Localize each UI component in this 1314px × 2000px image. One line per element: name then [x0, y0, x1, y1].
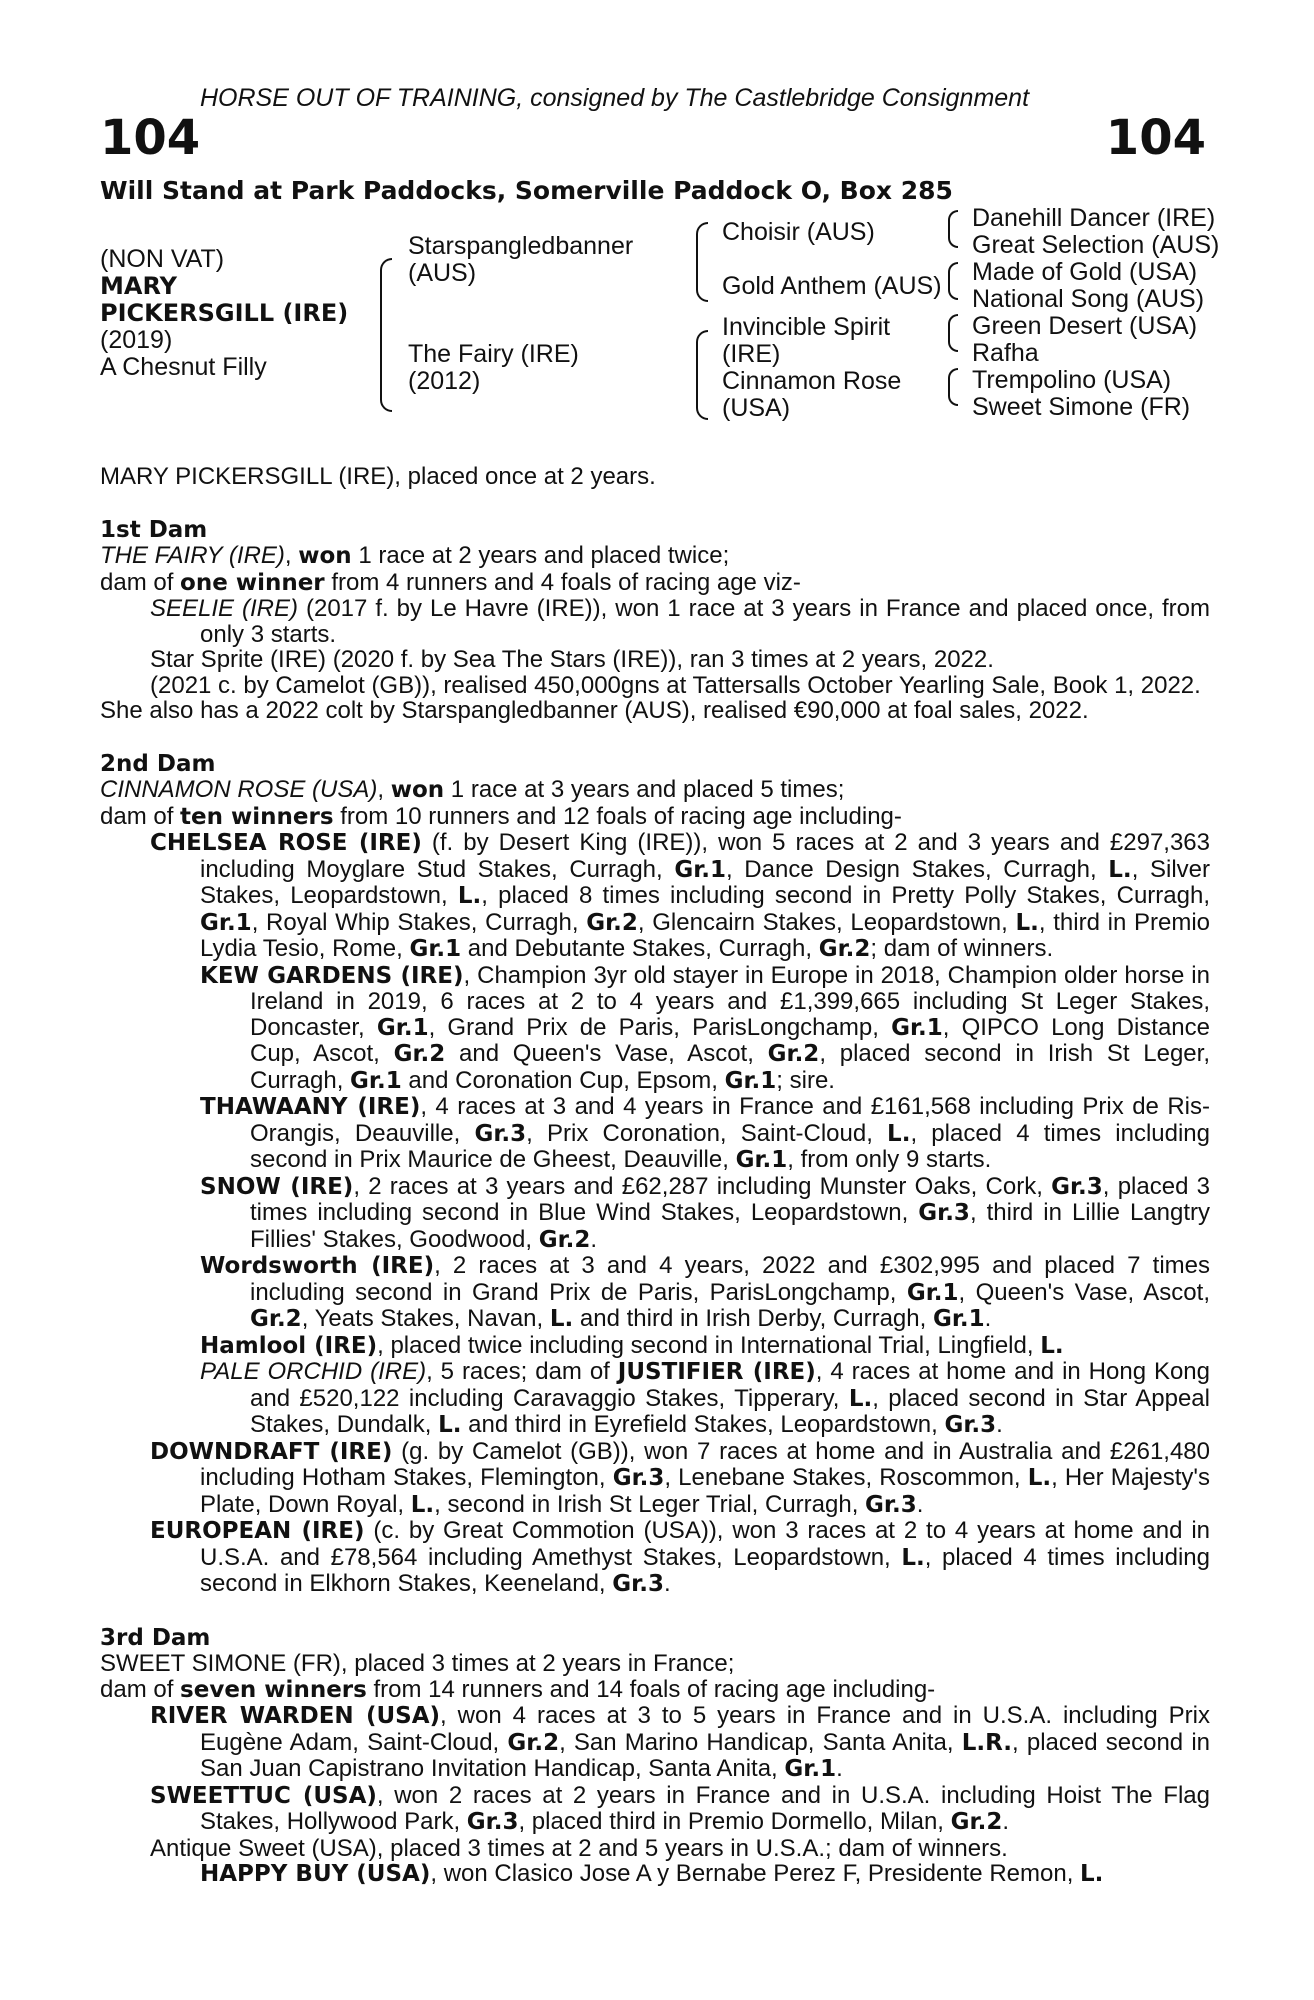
dam-of-prefix: dam of	[100, 568, 181, 596]
lot-number-left: 104	[100, 110, 201, 166]
dam-name: THE FAIRY (IRE)	[100, 542, 285, 569]
dam-dam-line1: Cinnamon Rose	[722, 367, 902, 395]
winners-count: one winner	[180, 569, 325, 596]
progeny-entry: (2021 c. by Camelot (GB)), realised 450,000gns at Tattersalls October Yearling Sale, Book 1, 2022.	[150, 671, 1201, 699]
sire-sire: Choisir (AUS)	[722, 218, 875, 246]
dam-race-record: SWEET SIMONE (FR), placed 3 times at 2 years in France;	[100, 1650, 735, 1677]
progeny-entry: THAWAANY (IRE), 4 races at 3 and 4 years in France and £161,568 including Prix de Ris-Orangis, Deauville, Gr.3, Prix Coronation, Saint-Cloud, L., placed 4 times including second in Prix Maurice de Gheest, Deauville, Gr.1, from only 9 starts.	[200, 1093, 1210, 1173]
pedigree-bracket-dam	[696, 330, 708, 420]
won-label: won	[390, 777, 445, 803]
dam-dam-sire: Trempolino (USA)	[972, 366, 1172, 394]
horse-description: A Chesnut Filly	[100, 353, 267, 381]
pedigree-bracket-horse	[380, 258, 392, 412]
progeny-entry: SWEETTUC (USA), won 2 races at 2 years in France and in U.S.A. including Hoist The Flag Stakes, Hollywood Park, Gr.3, placed third in Premio Dormello, Milan, Gr.2.	[150, 1781, 1210, 1835]
winners-count: ten winners	[180, 803, 334, 830]
dam-of-suffix: from 10 runners and 12 foals of racing age including-	[333, 802, 902, 830]
foaling-year: (2019)	[100, 326, 173, 354]
horse-name-line2: PICKERSGILL (IRE)	[100, 299, 349, 327]
winners-count: seven winners	[180, 1676, 367, 1703]
progeny-entry: Hamlool (IRE), placed twice including second in International Trial, Lingfield, L.	[200, 1331, 1064, 1359]
progeny-text: (2017 f. by Le Havre (IRE)), won 1 race at 3 years in France and placed once, from only 3 starts.	[200, 595, 1210, 648]
progeny-entry: KEW GARDENS (IRE), Champion 3yr old stayer in Europe in 2018, Champion older horse in Ireland in 2019, 6 races at 2 to 4 years and £1,399,665 including St Leger Stakes, Doncaster, Gr.1, Grand Prix de Paris, ParisLongchamp, Gr.1, QIPCO Long Distance Cup, Ascot, Gr.2 and Queen's Vase, Ascot, Gr.2, placed second in Irish St Leger, Curragh, Gr.1 and Coronation Cup, Epsom, Gr.1; sire.	[200, 961, 1211, 1094]
dam-dam-line2: (USA)	[722, 394, 791, 422]
dam-sire-line2: (IRE)	[722, 340, 781, 368]
vat-status: (NON VAT)	[100, 245, 225, 273]
sire-sire-dam: Great Selection (AUS)	[972, 231, 1220, 259]
catalogue-body	[100, 464, 1210, 1888]
progeny-entry: Antique Sweet (USA), placed 3 times at 2 and 5 years in U.S.A.; dam of winners.	[150, 1834, 1008, 1862]
dam-line2: (2012)	[408, 367, 481, 395]
dam-of-prefix: dam of	[100, 802, 181, 830]
third-dam-section	[100, 1626, 1210, 1888]
consignment-header: HORSE OUT OF TRAINING, consigned by The Castlebridge Consignment	[200, 84, 1030, 112]
dam-race-record: 1 race at 3 years and placed 5 times;	[444, 776, 845, 803]
pedigree-bracket-dd	[948, 368, 958, 406]
progeny-entry: PALE ORCHID (IRE), 5 races; dam of JUSTIFIER (IRE), 4 races at home and in Hong Kong and £520,122 including Caravaggio Stakes, Tipperary, L., placed second in Star Appeal Stakes, Dundalk, L. and third in Eyrefield Stakes, Leopardstown, Gr.3.	[200, 1358, 1211, 1438]
sire-dam-sire: Made of Gold (USA)	[972, 258, 1198, 286]
progeny-entry: DOWNDRAFT (IRE) (g. by Camelot (GB)), won 7 races at home and in Australia and £261,480 including Hotham Stakes, Flemington, Gr.3, Lenebane Stakes, Roscommon, L., Her Majesty's Plate, Down Royal, L., second in Irish St Leger Trial, Curragh, Gr.3.	[150, 1437, 1210, 1518]
won-label: won	[298, 543, 352, 569]
dam-line1: The Fairy (IRE)	[408, 340, 579, 368]
dam-name: CINNAMON ROSE (USA)	[100, 776, 378, 803]
dam-of-suffix: from 14 runners and 14 foals of racing age including-	[366, 1675, 936, 1703]
pedigree-bracket-ds	[948, 314, 958, 352]
pedigree-bracket-ss	[948, 210, 958, 248]
section-heading: 2nd Dam	[100, 750, 216, 777]
progeny-entry: Wordsworth (IRE), 2 races at 3 and 4 years, 2022 and £302,995 and placed 7 times including second in Grand Prix de Paris, ParisLongchamp, Gr.1, Queen's Vase, Ascot, Gr.2, Yeats Stakes, Navan, L. and third in Irish Derby, Curragh, Gr.1.	[200, 1252, 1210, 1332]
progeny-entry: RIVER WARDEN (USA), won 4 races at 3 to 5 years in France and in U.S.A. including Prix Eugène Adam, Saint-Cloud, Gr.2, San Marino Handicap, Santa Anita, L.R., placed second in San Juan Capistrano Invitation Handicap, Santa Anita, Gr.1.	[150, 1702, 1210, 1782]
dam-sire-sire: Green Desert (USA)	[972, 312, 1198, 340]
sire-line2: (AUS)	[408, 259, 477, 287]
dam-of-prefix: dam of	[100, 1675, 181, 1703]
pedigree-bracket-sd	[948, 262, 958, 300]
progeny-entry: SNOW (IRE), 2 races at 3 years and £62,287 including Munster Oaks, Cork, Gr.3, placed 3 times including second in Blue Wind Stakes, Leopardstown, Gr.3, third in Lillie Langtry Fillies' Stakes, Goodwood, Gr.2.	[200, 1172, 1210, 1253]
sire-sire-sire: Danehill Dancer (IRE)	[972, 204, 1216, 232]
progeny-entry: EUROPEAN (IRE) (c. by Great Commotion (USA)), won 3 races at 2 to 4 years at home and in U.S.A. and £78,564 including Amethyst Stakes, Leopardstown, L., placed 4 times including second in Elkhorn Stakes, Keeneland, Gr.3.	[150, 1517, 1211, 1597]
sire-line1: Starspangledbanner	[408, 232, 634, 260]
progeny-name: SEELIE (IRE)	[150, 595, 299, 622]
also-has-note: She also has a 2022 colt by Starspangledbanner (AUS), realised €90,000 at foal sales, 2022.	[100, 697, 1089, 724]
race-summary: MARY PICKERSGILL (IRE), placed once at 2 years.	[100, 463, 656, 490]
first-dam-section: 1st Dam THE FAIRY (IRE), won 1 race at 2 years and placed twice; dam of one winner from 4 runners and 4 foals of racing age viz- SEELIE (IRE) (2017 f. by Le Havre (IRE)), won 1 race at 3 years in France and placed once, from only 3 starts. Star Sprite (IRE) (2020 f. by Sea The Stars (IRE)), ran 3 times at 2 years, 2022. (2021 c. by Camelot (GB)), realised 450,000gns at Tattersalls October Yearling Sale, Book 1, 2022. She also has a 2022 colt by Starspangledbanner (AUS), realised €90,000 at foal sales, 2022.	[100, 516, 1210, 724]
dam-dam-dam: Sweet Simone (FR)	[972, 393, 1191, 421]
progeny-entry: HAPPY BUY (USA), won Clasico Jose A y Bernabe Perez F, Presidente Remon, L.	[200, 1860, 1104, 1887]
second-dam-section: 2nd Dam CINNAMON ROSE (USA), won 1 race at 3 years and placed 5 times; dam of ten winners from 10 runners and 12 foals of racing age including- CHELSEA ROSE (IRE) (f. by Desert King (IRE)), won 5 races at 2 and 3 years and £297,363 including Moyglare Stud Stakes, Curragh, Gr.1, Dance Design Stakes, Curragh, L., Silver Stakes, Leopardstown, L., placed 8 times including second in Pretty Polly Stakes, Curragh, Gr.1, Royal Whip Stakes, Curragh, Gr.2, Glencairn Stakes, Leopardstown, L., third in Premio Lydia Tesio, Rome, Gr.1 and Debutante Stakes, Curragh, Gr.2; dam of winners. KEW GARDENS (IRE), Champion 3yr old stayer in Europe in 2018, Champion older horse in Ireland in 2019, 6 races at 2 to 4 years and £1,399,665 including St Leger Stakes, Doncaster, Gr.1, Grand Prix de Paris, ParisLongchamp, Gr.1, QIPCO Long Distance Cup, Ascot, Gr.2 and Queen's Vase, Ascot, Gr.2, placed second in Irish St Leger, Curragh, Gr.1 and Coronation Cup, Epsom, Gr.1; sire. THAWAANY (IRE), 4 races at 3 and 4 years in France and £161,568 including Prix de Ris-Orangis, Deauville, Gr.3, Prix Coronation, Saint-Cloud, L., placed 4 times including second in Prix Maurice de Gheest, Deauville, Gr.1, from only 9 starts. SNOW (IRE), 2 races at 3 years and £62,287 including Munster Oaks, Cork, Gr.3, placed 3 times including second in Blue Wind Stakes, Leopardstown, Gr.3, third in Lillie Langtry Fillies' Stakes, Goodwood, Gr.2. Wordsworth (IRE), 2 races at 3 and 4 years, 2022 and £302,995 and placed 7 times including second in Grand Prix de Paris, ParisLongchamp, Gr.1, Queen's Vase, Ascot, Gr.2, Yeats Stakes, Navan, L. and third in Irish Derby, Curragh, Gr.1. Hamlool (IRE), placed twice including second in International Trial, Lingfield, L. PALE ORCHID (IRE), 5 races; dam of JUSTIFIER (IRE), 4 races at home and in Hong Kong and £520,122 including Caravaggio Stakes, Tipperary, L., placed second in Star Appeal Stakes, Dundalk, L. and third in Eyrefield Stakes, Leopardstown, Gr.3. DOWNDRAFT (IRE) (g. by Camelot (GB)), won 7 races at home and in Australia and £261,480 including Hotham Stakes, Flemington, Gr.3, Lenebane Stakes, Roscommon, L., Her Majesty's Plate, Down Royal, L., second in Irish St Leger Trial, Curragh, Gr.3. EUROPEAN (IRE) (c. by Great Commotion (USA)), won 3 races at 2 to 4 years at home and in U.S.A. and £78,564 including Amethyst Stakes, Leopardstown, L., placed 4 times including second in Elkhorn Stakes, Keeneland, Gr.3.	[100, 750, 1211, 1597]
dam-of-suffix: from 4 runners and 4 foals of racing age viz-	[324, 568, 801, 596]
progeny-entry	[100, 596, 1210, 647]
dam-race-record: 1 race at 2 years and placed twice;	[351, 542, 730, 569]
progeny-entry: CHELSEA ROSE (IRE) (f. by Desert King (IRE)), won 5 races at 2 and 3 years and £297,363 including Moyglare Stud Stakes, Curragh, Gr.1, Dance Design Stakes, Curragh, L., Silver Stakes, Leopardstown, L., placed 8 times including second in Pretty Polly Stakes, Curragh, Gr.1, Royal Whip Stakes, Curragh, Gr.2, Glencairn Stakes, Leopardstown, L., third in Premio Lydia Tesio, Rome, Gr.1 and Debutante Stakes, Curragh, Gr.2; dam of winners.	[150, 829, 1210, 962]
horse-name-line1: MARY	[100, 272, 178, 300]
stand-info: Will Stand at Park Paddocks, Somerville Paddock O, Box 285	[100, 176, 953, 205]
sire-dam-dam: National Song (AUS)	[972, 285, 1205, 313]
dam-sire-dam: Rafha	[972, 339, 1039, 367]
dam-sire-line1: Invincible Spirit	[722, 313, 891, 341]
progeny-entry: Star Sprite (IRE) (2020 f. by Sea The Stars (IRE)), ran 3 times at 2 years, 2022.	[150, 646, 994, 673]
pedigree-bracket-sire	[696, 222, 708, 302]
lot-number-right: 104	[1105, 110, 1206, 166]
section-heading: 3rd Dam	[100, 1624, 211, 1651]
sire-dam: Gold Anthem (AUS)	[722, 272, 942, 300]
section-heading: 1st Dam	[100, 516, 208, 543]
